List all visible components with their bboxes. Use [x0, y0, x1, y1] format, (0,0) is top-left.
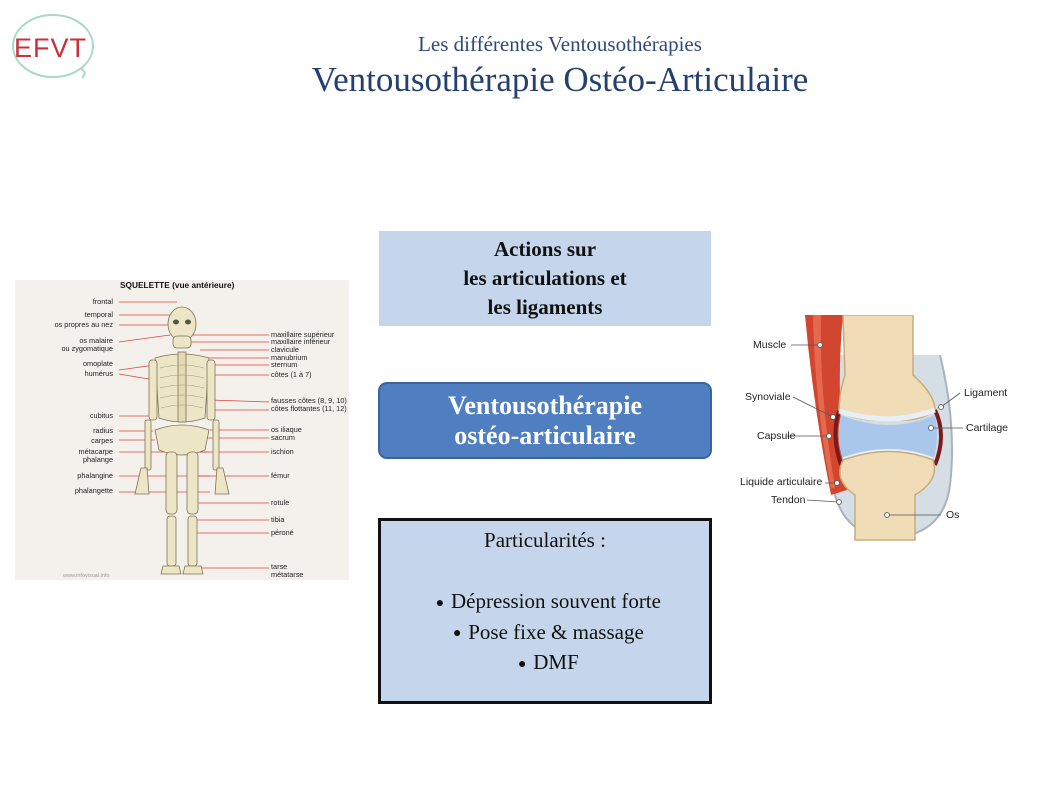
skeleton-label: côtes (1 à 7)	[271, 370, 312, 379]
skeleton-label: carpes	[91, 436, 113, 445]
main-topic-box	[378, 382, 712, 459]
skeleton-label: maxillaire inférieur	[271, 337, 331, 346]
list-item: ● Pose fixe & massage	[381, 618, 709, 649]
skeleton-label: temporal	[84, 310, 113, 319]
joint-label-os: Os	[946, 509, 960, 521]
skeleton-label: péroné	[271, 528, 294, 537]
skeleton-label: métatarse	[271, 570, 304, 579]
list-item: ● DMF	[381, 648, 709, 679]
joint-diagram	[735, 315, 1035, 545]
joint-label-liquide: Liquide articulaire	[740, 476, 823, 488]
skeleton-label: ischion	[271, 447, 294, 456]
skeleton-label: phalangine	[77, 471, 113, 480]
skeleton-label: os malaire	[79, 336, 113, 345]
skeleton-label: manubrium	[271, 353, 308, 362]
skeleton-label: fémur	[271, 471, 290, 480]
skeleton-label: sacrum	[271, 433, 295, 442]
slide-title: Ventousothérapie Ostéo-Articulaire	[311, 60, 809, 99]
main-topic-text: Ventousothérapie ostéo-articulaire	[447, 390, 643, 450]
skeleton-label: maxillaire supérieur	[271, 330, 335, 339]
skeleton-label: frontal	[92, 297, 113, 306]
skeleton-label: rotule	[271, 498, 290, 507]
skeleton-label: ou zygomatique	[61, 344, 113, 353]
joint-label-capsule: Capsule	[757, 430, 796, 442]
skeleton-label: omoplate	[82, 359, 113, 368]
skeleton-label: tibia	[271, 515, 285, 524]
joint-label-tendon: Tendon	[771, 494, 806, 506]
bullet-icon: ●	[518, 657, 527, 673]
bullet-icon: ●	[435, 595, 445, 611]
particularites-title: Particularités :	[484, 528, 606, 552]
image-credit: www.infovisual.info	[63, 573, 110, 579]
skeleton-label: phalangette	[74, 486, 113, 495]
joint-label-muscle: Muscle	[753, 339, 787, 351]
skeleton-label: os propres au nez	[54, 320, 113, 329]
skeleton-title: SQUELETTE (vue antérieure)	[120, 280, 235, 290]
particularites-box	[378, 518, 712, 704]
bullet-icon: ●	[452, 626, 462, 642]
skeleton-label: tarse	[271, 562, 288, 571]
actions-text: Actions sur les articulations et les ligaments	[463, 237, 627, 319]
skeleton-label: phalange	[82, 455, 113, 464]
slide-subtitle: Les différentes Ventousothérapies	[418, 32, 702, 56]
skeleton-label: humérus	[84, 369, 113, 378]
skeleton-label: radius	[93, 426, 113, 435]
skeleton-label: cubitus	[89, 411, 113, 420]
list-item: ● Dépression souvent forte	[381, 587, 709, 618]
efvt-logo: EFVT	[14, 33, 88, 63]
skeleton-illustration	[15, 280, 349, 580]
skeleton-label: métacarpe	[78, 447, 113, 456]
joint-label-synoviale: Synoviale	[745, 391, 791, 403]
skeleton-label: os iliaque	[271, 425, 302, 434]
particularites-list	[381, 587, 709, 679]
skeleton-label: clavicule	[271, 345, 299, 354]
joint-label-ligament: Ligament	[964, 387, 1008, 399]
skeleton-label: fausses côtes (8, 9, 10)	[271, 396, 347, 405]
skeleton-label: côtes flottantes (11, 12)	[271, 404, 347, 413]
actions-box	[379, 231, 711, 326]
joint-label-cartilage: Cartilage	[966, 422, 1009, 434]
skeleton-label: sternum	[271, 360, 298, 369]
